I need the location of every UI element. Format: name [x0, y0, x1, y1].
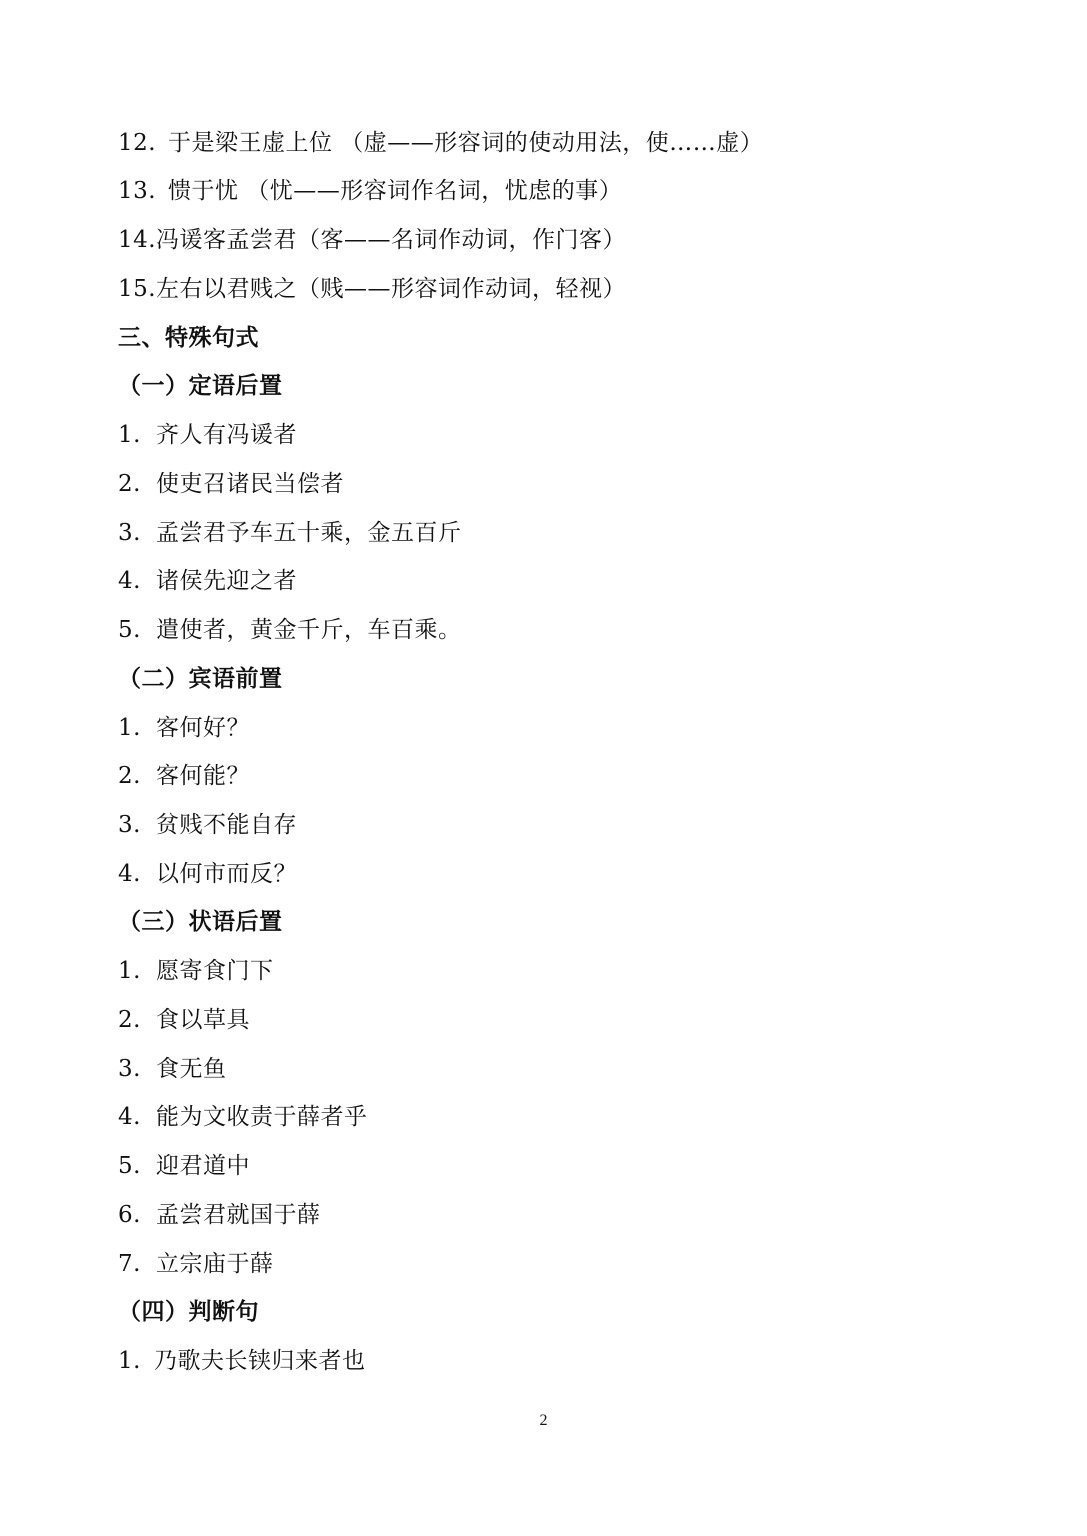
item-text: 愿寄食门下: [156, 958, 274, 984]
item-number: 3.: [118, 520, 141, 546]
item-number: 2.: [118, 763, 141, 789]
list-item: [118, 1054, 227, 1084]
list-item: [118, 225, 626, 255]
item-number: 4.: [118, 1104, 141, 1130]
subsection-title: （一）定语后置: [118, 373, 283, 399]
item-text: 使吏召诸民当偿者: [156, 471, 344, 497]
item-text: 立宗庙于薛: [156, 1251, 274, 1277]
list-item: [118, 859, 297, 889]
subsection-title: （二）宾语前置: [118, 666, 283, 692]
item-text: 左右以君贱之（贱——形容词作动词，轻视）: [156, 276, 626, 302]
item-number: 15.: [118, 276, 157, 302]
list-item: [118, 469, 344, 499]
item-number: 6.: [118, 1202, 141, 1228]
list-item: [118, 274, 626, 304]
item-number: 1.: [118, 422, 141, 448]
list-item: [118, 956, 274, 986]
item-number: 3.: [118, 1056, 141, 1082]
item-text: 乃歌夫长铗归来者也: [154, 1348, 366, 1374]
item-number: 2.: [118, 1007, 141, 1033]
item-text: 冯谖客孟尝君（客——名词作动词，作门客）: [156, 227, 626, 253]
list-item: [118, 761, 250, 791]
item-number: 4.: [118, 568, 141, 594]
item-number: 1.: [118, 1348, 141, 1374]
item-text: 食无鱼: [156, 1056, 227, 1082]
list-item: [118, 810, 297, 840]
list-item: [118, 566, 297, 596]
item-text: 孟尝君就国于薛: [156, 1202, 321, 1228]
item-number: 13.: [118, 178, 157, 204]
list-item: [118, 615, 462, 645]
list-item: [118, 1005, 250, 1035]
list-item: [118, 1151, 250, 1181]
item-number: 2.: [118, 471, 141, 497]
item-number: 1.: [118, 715, 141, 741]
page-number: 2: [539, 1412, 548, 1429]
section-title: 三、特殊句式: [118, 325, 259, 351]
item-text: 食以草具: [156, 1007, 250, 1033]
list-item: [118, 176, 622, 206]
item-text: 迎君道中: [156, 1153, 250, 1179]
item-number: 1.: [118, 958, 141, 984]
list-item: [118, 1200, 321, 1230]
item-number: 14.: [118, 227, 157, 253]
list-item: [118, 1102, 368, 1132]
item-text: 以何市而反？: [156, 861, 297, 887]
item-number: 4.: [118, 861, 141, 887]
subsection-title: （三）状语后置: [118, 909, 283, 935]
item-text: 孟尝君予车五十乘，金五百斤: [156, 520, 462, 546]
list-item: [118, 1346, 366, 1376]
list-item: [118, 128, 763, 158]
item-text: 客何能？: [156, 763, 250, 789]
item-text: 遣使者，黄金千斤，车百乘。: [156, 617, 462, 643]
item-text: 贫贱不能自存: [156, 812, 297, 838]
item-text: 客何好？: [156, 715, 250, 741]
list-item: [118, 420, 297, 450]
item-number: 12.: [118, 130, 157, 156]
item-text: 能为文收责于薛者乎: [156, 1104, 368, 1130]
item-number: 5.: [118, 617, 141, 643]
subsection-title: （四）判断句: [118, 1299, 259, 1325]
list-item: [118, 1249, 274, 1279]
item-number: 5.: [118, 1153, 141, 1179]
item-number: 7.: [118, 1251, 141, 1277]
item-number: 3.: [118, 812, 141, 838]
item-text: 诸侯先迎之者: [156, 568, 297, 594]
list-item: [118, 713, 250, 743]
item-text: 齐人有冯谖者: [156, 422, 297, 448]
list-item: [118, 518, 462, 548]
item-text: 于是梁王虚上位 （虚——形容词的使动用法，使……虚）: [168, 130, 764, 156]
item-text: 愦于忧 （忧——形容词作名词，忧虑的事）: [168, 178, 623, 204]
